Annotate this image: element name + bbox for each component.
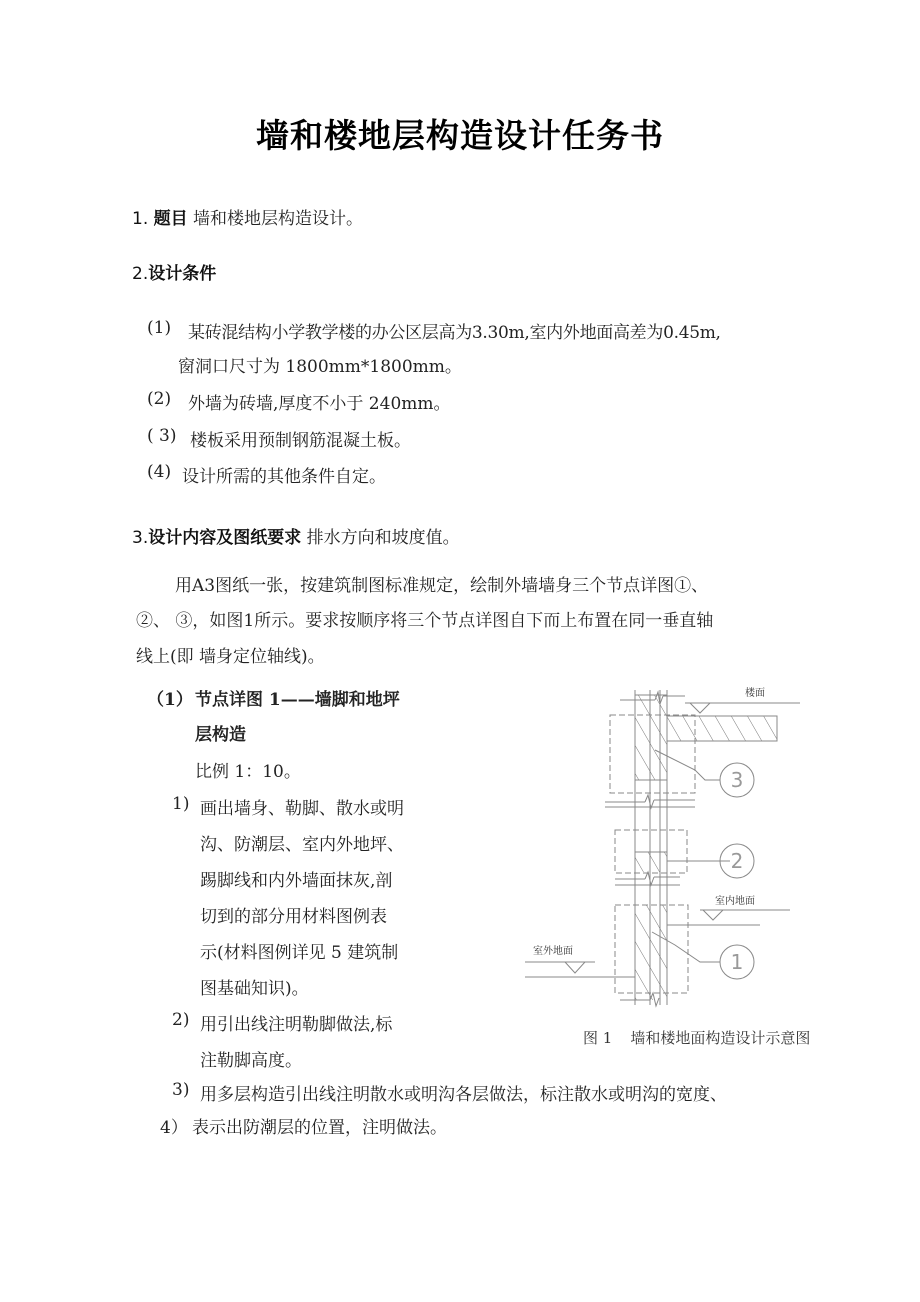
step-2-line2: 注勒脚高度。: [200, 1051, 302, 1071]
section-1-number: 1.: [132, 209, 149, 229]
section-2-number: 2.: [132, 264, 149, 284]
condition-2-marker: (2): [147, 389, 172, 409]
label-indoor-ground: 室内地面: [715, 896, 755, 907]
subsection-1-scale: 比例 1：10。: [195, 762, 301, 782]
figure-caption-number: 图 1: [583, 1029, 613, 1047]
section-3-paragraph-line1: 用A3图纸一张，按建筑制图标准规定，绘制外墙墙身三个节点详图①、: [175, 576, 709, 596]
step-1-marker: 1): [172, 794, 190, 814]
condition-3-text: 楼板采用预制钢筋混凝土板。: [190, 431, 411, 451]
section-3-heading: [132, 523, 460, 548]
section-3-paragraph-line3: 线上(即 墙身定位轴线)。: [136, 647, 325, 667]
subsection-1-heading-line2: 层构造: [195, 725, 246, 745]
subsection-1-marker: （1）: [147, 690, 193, 710]
section-3-paragraph-line2: ②、 ③，如图1所示。要求按顺序将三个节点详图自下而上布置在同一垂直轴: [136, 611, 714, 631]
wall-section-diagram: [500, 680, 820, 1010]
section-3-label: 设计内容及图纸要求: [148, 528, 302, 548]
step-1-line6: 图基础知识)。: [200, 979, 309, 999]
subsection-1-heading-line1: 节点详图 1——墙脚和地坪: [195, 690, 400, 710]
step-2-line1: 用引出线注明勒脚做法,标: [200, 1015, 393, 1035]
figure-caption: [583, 1027, 810, 1048]
section-3-tail: 排水方向和坡度值。: [306, 528, 460, 548]
condition-3-marker: ( 3): [147, 426, 177, 446]
node-marker-1: 1: [730, 950, 744, 974]
step-1-line3: 踢脚线和内外墙面抹灰,剖: [200, 871, 393, 891]
step-3-line1: 用多层构造引出线注明散水或明沟各层做法，标注散水或明沟的宽度、: [200, 1085, 727, 1105]
step-4-line1: 表示出防潮层的位置，注明做法。: [192, 1118, 447, 1138]
condition-1-line1: 某砖混结构小学教学楼的办公区层高为3.30m,室内外地面高差为0.45m,: [188, 323, 721, 343]
figure-caption-text: 墙和楼地面构造设计示意图: [630, 1029, 811, 1047]
condition-1-line2: 窗洞口尺寸为 1800mm*1800mm。: [178, 357, 462, 377]
step-3-marker: 3): [172, 1080, 190, 1100]
node-marker-2: 2: [730, 849, 744, 873]
step-2-marker: 2): [172, 1010, 190, 1030]
step-1-line4: 切到的部分用材料图例表: [200, 907, 387, 927]
condition-2-text: 外墙为砖墙,厚度不小于 240mm。: [188, 394, 451, 414]
section-2-heading: [132, 259, 216, 284]
step-1-line1: 画出墙身、勒脚、散水或明: [200, 799, 404, 819]
label-floor: 楼面: [745, 688, 765, 699]
section-1-text: 墙和楼地层构造设计。: [193, 209, 364, 229]
page-title: 墙和楼地层构造设计任务书: [256, 116, 664, 155]
section-2-label: 设计条件: [148, 264, 217, 284]
node-marker-3: 3: [730, 768, 744, 792]
condition-4-text: 设计所需的其他条件自定。: [182, 467, 386, 487]
label-outdoor-ground: 室外地面: [533, 946, 573, 957]
condition-1-marker: (1): [147, 318, 172, 338]
section-1: [132, 204, 363, 229]
step-1-line2: 沟、防潮层、室内外地坪、: [200, 835, 404, 855]
section-1-label: 题目: [153, 209, 188, 229]
section-3-number: 3.: [132, 528, 149, 548]
condition-4-marker: (4): [147, 462, 172, 482]
step-1-line5: 示(材料图例详见 5 建筑制: [200, 943, 399, 963]
step-4-marker: 4）: [160, 1118, 188, 1138]
